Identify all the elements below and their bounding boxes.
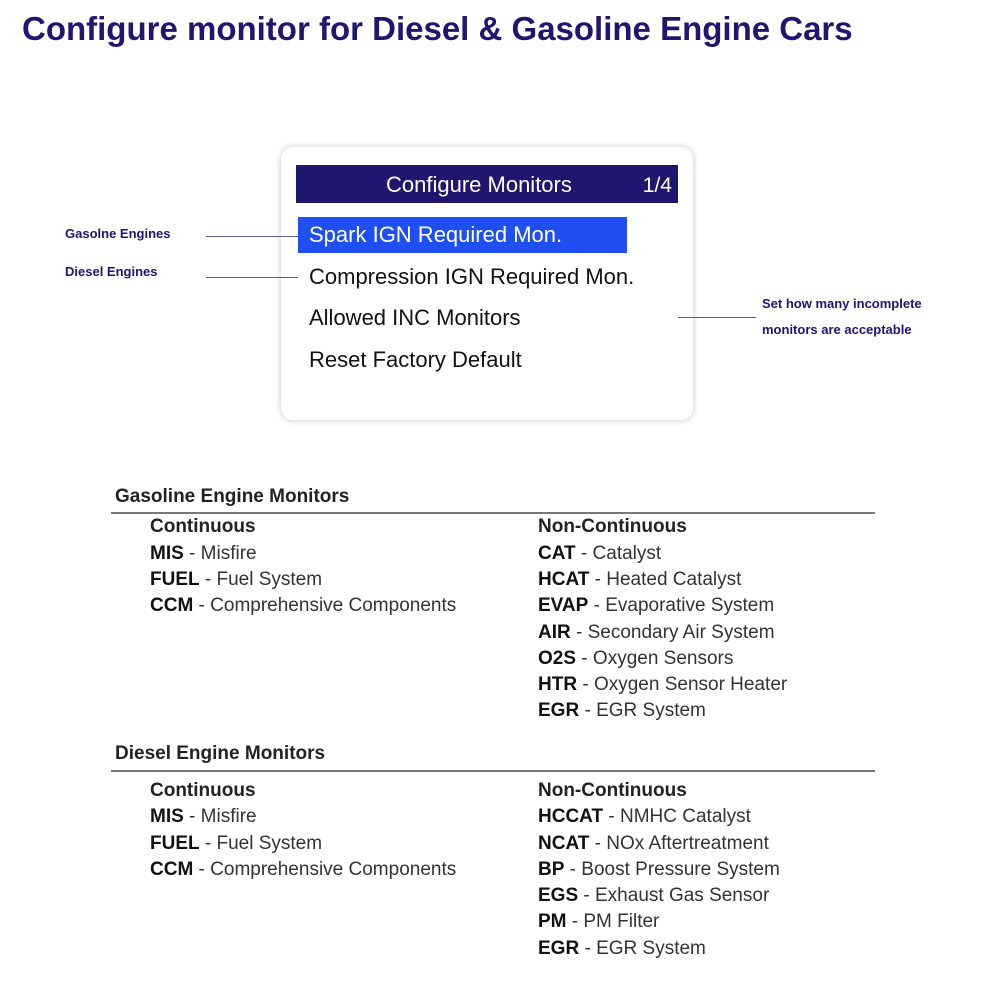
callout-allowed-line1: Set how many incomplete: [762, 296, 922, 311]
menu-item-reset-default[interactable]: Reset Factory Default: [309, 347, 522, 372]
device-header-title: Configure Monitors: [386, 172, 572, 197]
device-header: [296, 165, 678, 203]
list-item: FUEL - Fuel System: [150, 569, 323, 590]
device-screen: [281, 147, 693, 420]
list-item: HCAT - Heated Catalyst: [538, 569, 742, 590]
list-item: EGR - EGR System: [538, 700, 706, 721]
diesel-noncontinuous-header: Non-Continuous: [538, 780, 687, 801]
menu-item-allowed-inc[interactable]: Allowed INC Monitors: [309, 305, 521, 330]
diesel-divider: [111, 770, 875, 772]
menu-item-spark-ign[interactable]: Spark IGN Required Mon.: [298, 217, 627, 253]
callout-allowed-line2: monitors are acceptable: [762, 322, 912, 337]
list-item: EVAP - Evaporative System: [538, 595, 775, 616]
list-item: PM - PM Filter: [538, 911, 660, 932]
callout-gasoline: Gasolne Engines: [65, 226, 171, 241]
page-indicator: 1/4: [642, 174, 672, 197]
gasoline-continuous-header: Continuous: [150, 516, 256, 537]
list-item: MIS - Misfire: [150, 543, 257, 564]
list-item: HCCAT - NMHC Catalyst: [538, 806, 751, 827]
list-item: MIS - Misfire: [150, 806, 257, 827]
page-title: Configure monitor for Diesel & Gasoline Engine Cars: [22, 10, 853, 47]
list-item: O2S - Oxygen Sensors: [538, 648, 734, 669]
gasoline-section-title: Gasoline Engine Monitors: [115, 486, 350, 507]
list-item: CAT - Catalyst: [538, 543, 662, 564]
list-item: EGR - EGR System: [538, 938, 706, 959]
list-item: BP - Boost Pressure System: [538, 859, 780, 880]
gasoline-divider: [111, 512, 875, 514]
diesel-section-title: Diesel Engine Monitors: [115, 743, 326, 764]
leader-line-allowed: [678, 317, 756, 318]
leader-line-diesel: [206, 277, 298, 278]
list-item: CCM - Comprehensive Components: [150, 859, 457, 880]
list-item: AIR - Secondary Air System: [538, 622, 775, 643]
callout-diesel: Diesel Engines: [65, 264, 158, 279]
list-item: HTR - Oxygen Sensor Heater: [538, 674, 788, 695]
list-item: NCAT - NOx Aftertreatment: [538, 833, 769, 854]
list-item: EGS - Exhaust Gas Sensor: [538, 885, 770, 906]
list-item: CCM - Comprehensive Components: [150, 595, 457, 616]
diesel-continuous-header: Continuous: [150, 780, 256, 801]
menu-item-compression-ign[interactable]: Compression IGN Required Mon.: [309, 264, 635, 289]
gasoline-noncontinuous-header: Non-Continuous: [538, 516, 687, 537]
list-item: FUEL - Fuel System: [150, 833, 323, 854]
leader-line-gasoline: [206, 236, 298, 237]
